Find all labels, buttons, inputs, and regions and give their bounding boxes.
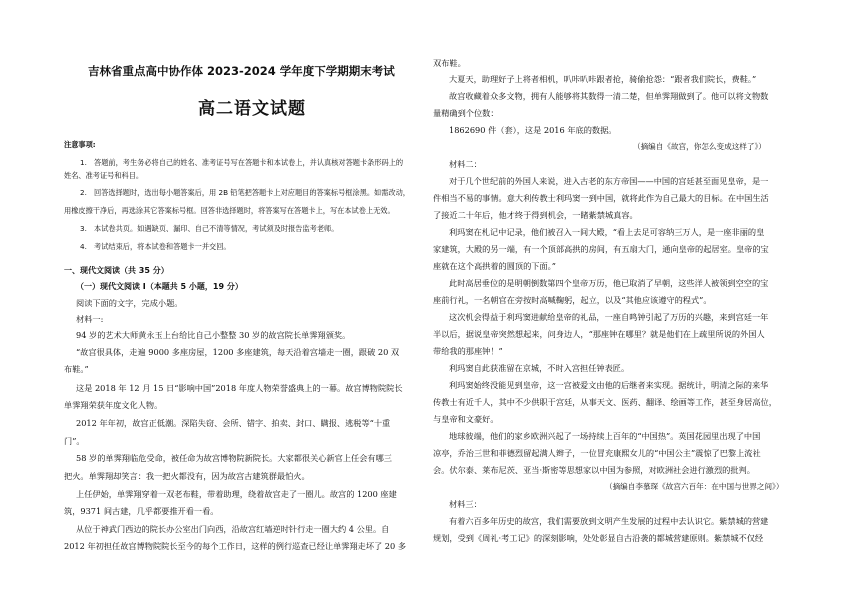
body-line: 筑，9371 间古建，几乎都要推开看一看。 [64, 506, 219, 516]
body-line: 58 岁的单霁翔临危受命，被任命为故宫博物院新院长。大家都很关心新官上任会有哪三 [76, 453, 392, 463]
note-line: 4. 考试结束后，将本试卷和答题卡一并交回。 [80, 242, 231, 251]
body-line: 地球彼端，他们的家乡欧洲兴起了一场持续上百年的“中国热”。英国花园里出现了中国 [449, 431, 761, 441]
body-line: 规划，受到《周礼·考工记》的深刻影响，处处彰显自古沿袭的都城营建原则。紫禁城不仅经 [433, 533, 764, 543]
exam-title: 吉林省重点高中协作体 2023-2024 学年度下学期期末考试 [88, 64, 395, 78]
body-line: 把火。单霁翔却笑言：我一把火都没有，因为故宫古建筑群最怕火。 [64, 471, 310, 481]
source-citation: （摘编自李慕琛《故宫六百年：在中国与世界之间》） [605, 482, 784, 491]
instruction: 阅读下面的文字，完成小题。 [76, 298, 183, 308]
note-line: 1. 答题前，考生务必将自己的姓名、准考证号写在答题卡和本试卷上，并认真核对答题卡条形码上的 [80, 158, 404, 167]
note-line: 用橡皮擦干净后，再选涂其它答案标号框。回答非选择题时，将答案写在答题卡上，写在本试卷上无效。 [64, 206, 395, 215]
body-line: 会。伏尔泰、莱布尼茨、亚当·斯密等思想家以中国为参照，对欧洲社会进行激烈的批判。 [433, 465, 755, 475]
body-line: 传教士有近千人，其中不少供职于宫廷，从事天文、医药、翻译、绘画等工作，甚至身居高位， [433, 397, 777, 407]
notes-heading: 注意事项: [64, 140, 96, 149]
body-line: 这是 2018 年 12 月 15 日“影响中国”2018 年度人物荣誉盛典上的一幕。故宫博物院院长 [76, 383, 403, 393]
body-line: 94 岁的艺术大师黄永玉上台给比自己小整整 30 岁的故宫院长单霁翔颁奖。 [76, 330, 351, 340]
body-line: 1862690 件（套），这是 2016 年底的数据。 [449, 125, 617, 135]
material-label: 材料三： [449, 499, 482, 509]
note-line: 2. 回答选择题时，选出每小题答案后，用 2B 铅笔把答题卡上对应题目的答案标号框涂黑。如需改动， [80, 188, 410, 197]
body-line: 凉亭，乔治三世和菲德烈留起满人辫子，一位冒充康熙女儿的“中国公主”震惊了巴黎上流社 [433, 448, 761, 458]
body-line: 利玛窦在札记中记录，他们被召入一间大殿，“看上去足可容纳三万人，是一座非丽的皇 [449, 227, 765, 237]
body-line: 带给我的那座钟！” [433, 346, 503, 356]
material-label: 材料二： [449, 159, 482, 169]
body-line: 故宫收藏着众多文物，拥有人能够将其数得一清二楚，但单霁翔做到了。他可以将文物数 [449, 91, 769, 101]
body-line: 利玛窦始终没能见到皇帝，这一宫被爱文由他的后继者来实现。据统计，明清之际的来华 [449, 380, 769, 390]
body-line: 双布鞋。 [433, 58, 466, 68]
body-line: 件相当不易的事情。意大利传教士利玛窦一到中国，就将此作为自己最大的目标。在中国生活 [433, 193, 769, 203]
body-line: 单霁翔荣获年度文化人物。 [64, 400, 163, 410]
body-line: 此时高居垂位的是明朝倒数第四个皇帝万历，他已取消了早朝，这些洋人被领到空空的宝 [449, 278, 769, 288]
body-line: 上任伊始，单霁翔穿着一双老布鞋，带着助理，绕着故宫走了一圈儿。故宫的 1200 座建 [76, 489, 397, 499]
body-line: “故宫很具体，走遍 9000 多座房屋，1200 多座建筑，每天沿着宫墙走一圈，跟破 20 双 [76, 347, 400, 357]
body-line: 家建筑，大殿的另一端，有一个顶部高拱的房间，有五扇大门，通向皇帝的起居室。皇帝的宝 [433, 244, 769, 254]
body-line: 座前行礼，一名朝官在旁按时高喊鞠躬，起立，以及“其他应该遵守的程式”。 [433, 295, 712, 305]
note-line: 3. 本试卷共页。如遇缺页、漏印、自己不清等情况，考试须及时报告监考老师。 [80, 224, 339, 233]
material-label: 材料一: [76, 314, 104, 324]
body-line: 量精确到个位数： [433, 108, 499, 118]
body-line: 从位于神武门西边的院长办公室出门向西，沿故宫红墙逆时针行走一圈大约 4 公里。自 [76, 524, 390, 534]
body-line: 座就在这个高拱着的圆顶的下面。” [433, 261, 556, 271]
paper-title: 高二语文试题 [198, 99, 306, 119]
body-line: 利玛窦自此获准留在京城，不时入宫担任钟表匠。 [449, 363, 630, 373]
body-line: 2012 年初担任故宫博物院院长至今的每个工作日，这样的例行巡查已经让单霁翔走坏了 20 多 [64, 541, 407, 551]
source-citation: （摘编自《故宫，你怎么变成这样了》） [633, 142, 766, 151]
body-line: 2012 年年初，故宫正低潮。深陷失窃、会所、错字、拍卖、封口、瞒报、逃税等“十重 [76, 418, 391, 428]
body-line: 有着六百多年历史的故宫，我们需要放到文明产生发展的过程中去认识它。紫禁城的营建 [449, 516, 769, 526]
body-line: 半以后，据说皇帝突然想起来，问身边人，“那座钟在哪里？就是他们在上疏里所说的外国人 [433, 329, 765, 339]
body-line: 对于几个世纪前的外国人来说，进入古老的东方帝国——中国的宫廷甚至面见皇帝，是一 [449, 176, 769, 186]
body-line: 与皇帝和文豪好。 [433, 414, 499, 424]
body-line: 门”。 [64, 436, 85, 446]
body-line: 大夏天，助理好子上将者相机，叭咔叭咔跟者抢，骑偷抢怨：“跟者我们院长，费鞋。” [449, 74, 757, 84]
sub-section-title: （一）现代文阅读 I（本题共 5 小题，19 分） [76, 282, 243, 291]
note-line: 姓名、准考证号和科目。 [64, 171, 144, 180]
section-title: 一、现代文阅读（共 35 分） [64, 266, 169, 275]
body-line: 了接近二十年后，他才终于得到机会，一睹紫禁城真容。 [433, 210, 638, 220]
body-line: 布鞋。” [64, 364, 89, 374]
body-line: 这次机会得益于利玛窦进献给皇帝的礼品，一座自鸣钟引起了万历的兴趣，来到宫廷一年 [449, 312, 769, 322]
